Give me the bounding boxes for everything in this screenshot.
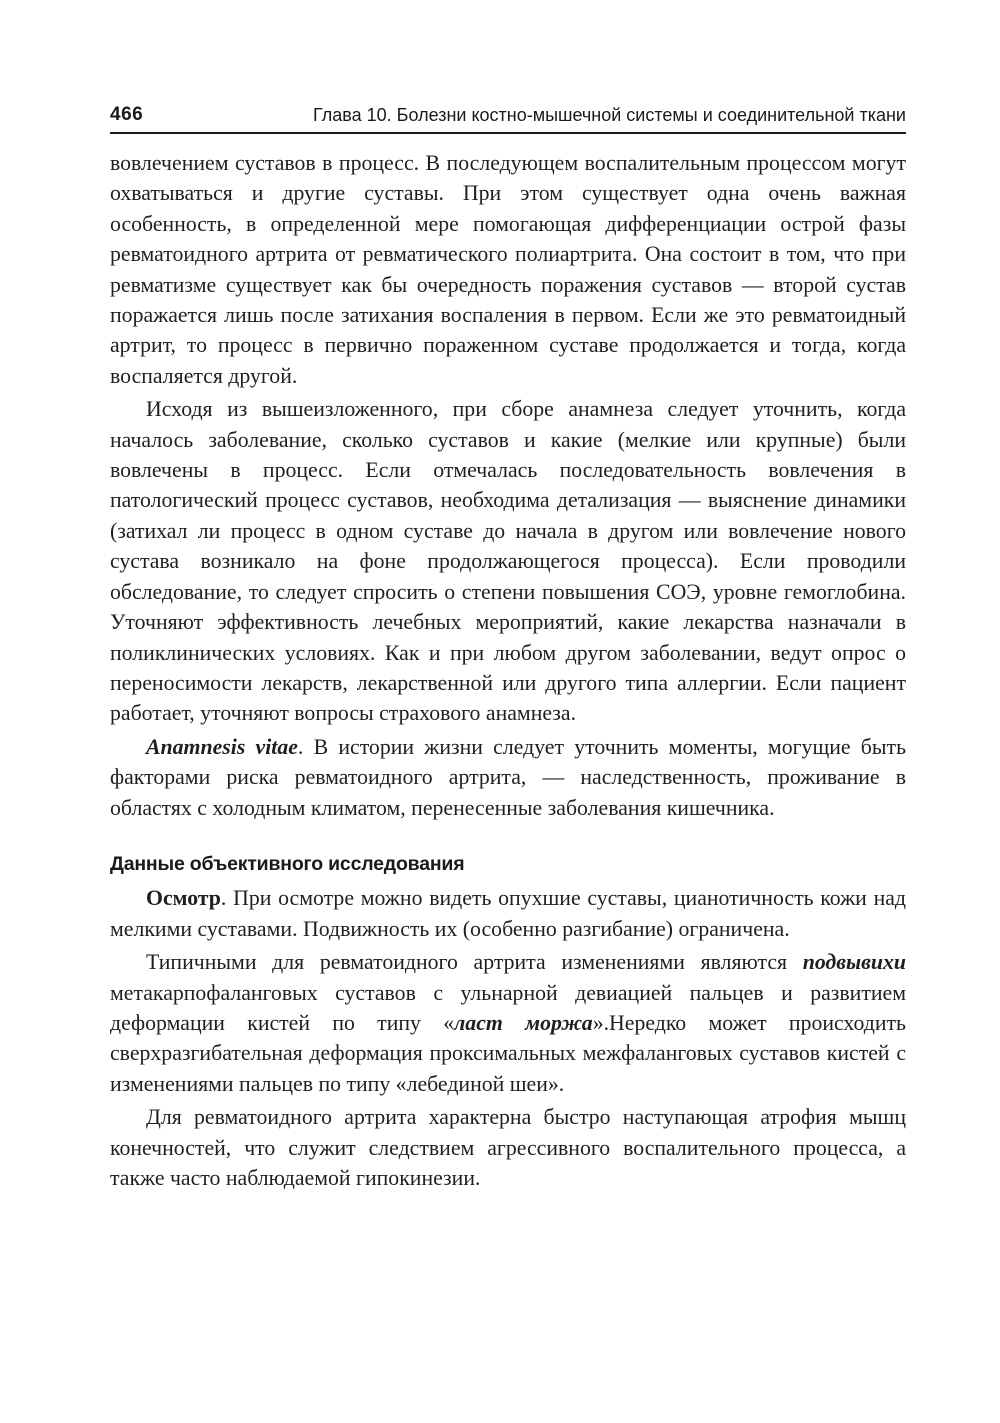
term-anamnesis-vitae: Anamnesis vitae — [146, 734, 298, 759]
paragraph-inspection — [110, 883, 906, 944]
section-heading: Данные объективного исследования — [110, 852, 465, 875]
term-subluxations: подвывихи — [802, 950, 906, 975]
running-head: Глава 10. Болезни костно-мышечной системы и соединительной ткани — [313, 105, 906, 125]
paragraph-continuation: вовлечением суставов в процесс. В последующем воспалительным процессом могут охватываться и другие суставы. При этом существует одна очень важная особенность, в определенной мере помогающая дифференциации острой фазы ревматоидного артрита от ревматического полиартрита. Она состоит в том, что при ревматизме существует как бы очередность поражения суставов — второй сустав поражается лишь после затихания воспаления в первом. Если же это ревматоидный артрит, то процесс в первично пораженном суставе продолжается и тогда, когда воспаляется другой. — [110, 151, 906, 388]
page-number: 466 — [110, 104, 144, 125]
paragraph-text: метакарпофаланговых суставов с ульнарной девиацией пальцев и развитием деформации кистей по типу « — [110, 980, 906, 1035]
paragraph-text: Типичными для ревматоидного артрита изменениями являются — [146, 950, 803, 975]
paragraph-text: . В истории жизни следует уточнить моменты, могущие быть факторами риска ревматоидного артрита, — наследственность, проживание в областях с холодным климатом, перенесенные заболевания кишечника. — [110, 734, 907, 820]
term-inspection: Осмотр — [146, 886, 221, 911]
page-header — [110, 102, 906, 134]
paragraph-atrophy: Для ревматоидного артрита характерна быстро наступающая атрофия мышц конечностей, что служит следствием агрессивного воспалительного процесса, а также часто наблюдаемой гипокинезии. — [110, 1105, 906, 1190]
paragraph-anamnesis-questions: Исходя из вышеизложенного, при сборе анамнеза следует уточнить, когда началось заболевание, сколько суставов и какие (мелкие или крупные) были вовлечены в процесс. Если отмечалась последовательность вовлечения в патологический процесс суставов, необходима детализация — выяснение динамики (затихал ли процесс в одном суставе до начала в другом или вовлечение нового сустава возникало на фоне продолжающегося процесса). Если проводили обследование, то следует спросить о степени повышения СОЭ, уровне гемоглобина. Уточняют эффективность лечебных мероприятий, какие лекарства назначали в поликлинических условиях. Как и при любом другом заболевании, ведут опрос о переносимости лекарств, лекарственной или другого типа аллергии. Если пациент работает, уточняют вопросы страхового анамнеза. — [110, 397, 906, 726]
paragraph-typical-changes — [110, 947, 906, 1099]
term-walrus-flipper: ласт моржа — [454, 1010, 593, 1035]
paragraph-text: ».Нередко может происходить сверхразгибательная деформация проксимальных межфаланговых суставов кистей с изменениями пальцев по типу «лебединой шеи». — [110, 1010, 906, 1096]
paragraph-anamnesis-vitae — [110, 732, 906, 823]
body-text — [110, 148, 906, 1193]
paragraph-text: . При осмотре можно видеть опухшие суставы, цианотичность кожи над мелкими суставами. Подвижность их (особенно разгибание) ограничена. — [110, 886, 906, 941]
